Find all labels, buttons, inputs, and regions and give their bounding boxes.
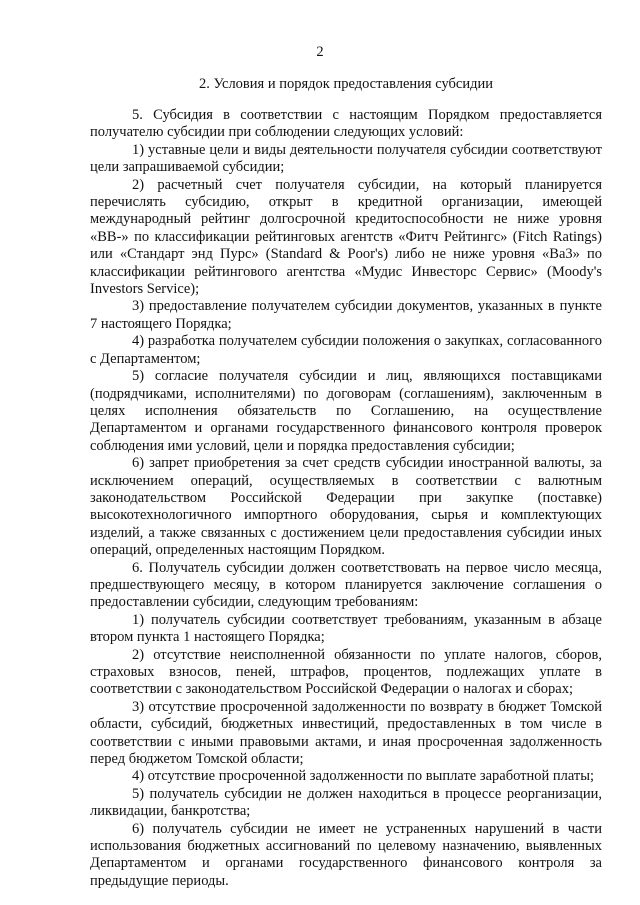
paragraph-requirement-3: 3) отсутствие просроченной задолженности по возврату в бюджет Томской области, субсидий, бюджетных инвестиций, предоставленных в том числе в соответствии с иными правовыми актами, и иная просроченная задолженность перед бюджетом Томской области; [90, 698, 602, 768]
paragraph-condition-3: 3) предоставление получателем субсидии документов, указанных в пункте 7 настоящего Порядка; [90, 298, 602, 332]
paragraph-requirement-2: 2) отсутствие неисполненной обязанности по уплате налогов, сборов, страховых взносов, пеней, штрафов, процентов, подлежащих уплате в соответствии с законодательством Российской Федерации о налогах и сборах; [90, 646, 602, 698]
paragraph-condition-1: 1) уставные цели и виды деятельности получателя субсидии соответствуют цели запрашиваемой субсидии; [90, 141, 602, 176]
paragraph-requirement-5: 5) получатель субсидии не должен находиться в процессе реорганизации, ликвидации, банкротства; [90, 785, 602, 820]
paragraph-condition-5: 5) согласие получателя субсидии и лиц, являющихся поставщиками (подрядчиками, исполнителями) по договорам (соглашениям), заключенным в целях исполнения обязательств по Соглашению, на осуществление Департаментом и органами государственного финансового контроля проверок соблюдения ими условий, цели и порядка предоставления субсидии; [90, 368, 602, 454]
page-number: 2 [316, 44, 324, 60]
section-title: 2. Условия и порядок предоставления субсидии [198, 76, 493, 92]
paragraph-requirement-4: 4) отсутствие просроченной задолженности по выплате заработной платы; [132, 768, 595, 785]
paragraph-condition-4: 4) разработка получателем субсидии положения о закупках, согласованного с Департаментом; [90, 333, 602, 367]
paragraph-condition-2: 2) расчетный счет получателя субсидии, на который планируется перечислять субсидию, открыт в кредитной организации, имеющей международный рейтинг долгосрочной кредитоспособности не ниже уровня «BB-» по классификации рейтинговых агентств «Фитч Рейтингс» (Fitch Ratings) или «Стандарт энд Пурс» (Standard & Poor's) либо не ниже уровня «Ba3» по классификации рейтингового агентства «Мудис Инвесторс Сервис» (Moody's Investors Service); [90, 176, 602, 298]
paragraph-clause-6: 6. Получатель субсидии должен соответствовать на первое число месяца, предшествующего месяцу, в котором планируется заключение соглашения о предоставлении субсидии, следующим требованиям: [90, 559, 602, 611]
paragraph-requirement-6: 6) получатель субсидии не имеет не устраненных нарушений в части использования бюджетных ассигнований по целевому назначению, выявленных Департаментом и органами государственного финансового контроля за предыдущие периоды. [90, 820, 602, 889]
paragraph-requirement-1: 1) получатель субсидии соответствует требованиям, указанным в абзаце втором пункта 1 настоящего Порядка; [90, 611, 602, 646]
document-body [90, 107, 602, 890]
paragraph-clause-5: 5. Субсидия в соответствии с настоящим Порядком предоставляется получателю субсидии при соблюдении следующих условий: [90, 107, 602, 141]
paragraph-condition-6: 6) запрет приобретения за счет средств субсидии иностранной валюты, за исключением операций, осуществляемых в соответствии с валютным законодательством Российской Федерации при закупке (поставке) высокотехнологичного импортного оборудования, сырья и комплектующих изделий, а также связанных с достижением цели предоставления субсидии иных операций, определенных настоящим Порядком. [90, 455, 602, 559]
